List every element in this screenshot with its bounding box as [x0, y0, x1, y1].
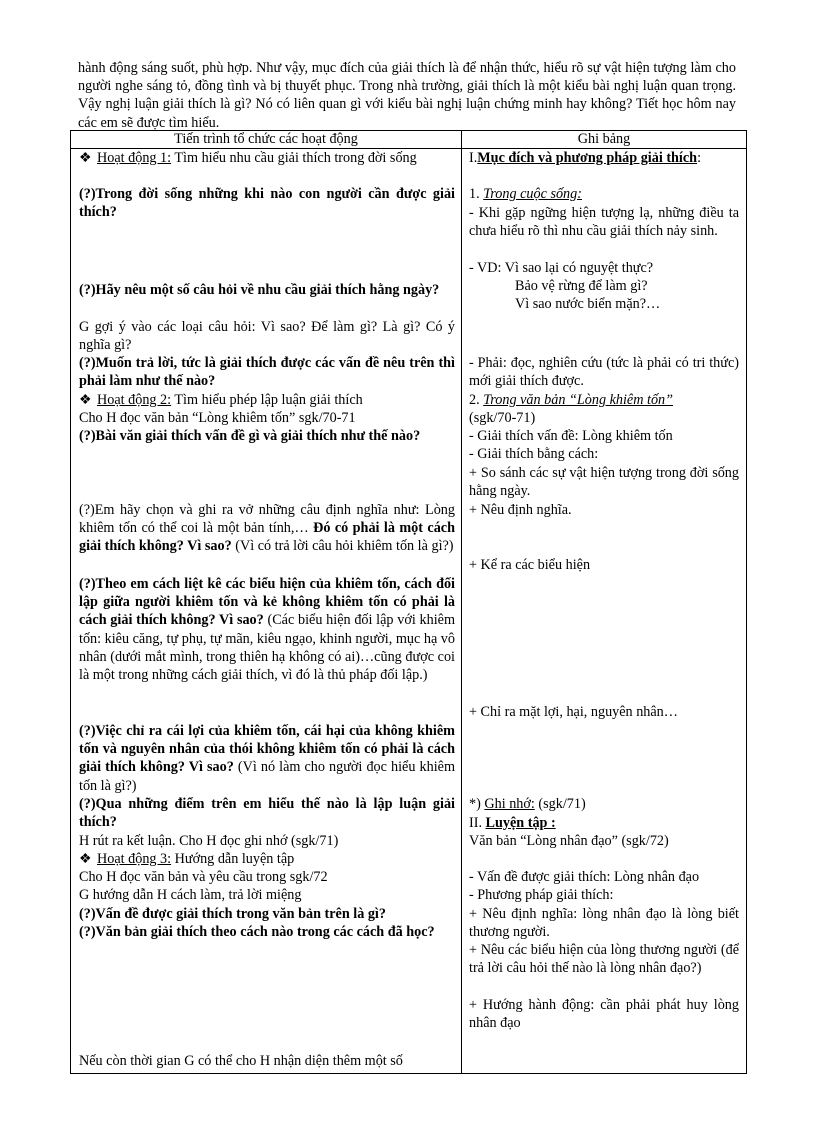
memo-note: *) Ghi nhớ: (sgk/71): [469, 796, 586, 812]
activity-3-guidance: G hướng dẫn H cách làm, trả lời miệng: [79, 887, 302, 903]
question-4: (?)Bài văn giải thích vấn đề gì và giải thích như thế nào?: [79, 428, 421, 444]
diamond-bullet-icon: ❖: [79, 150, 92, 166]
note-r5: - Phải: đọc, nghiên cứu (tức là phải có tri thức) mới giải thích được.: [469, 355, 739, 390]
question-1: (?)Trong đời sống những khi nào con người cần được giải thích?: [79, 186, 455, 221]
col-header-activities: Tiến trình tổ chức các hoạt động: [71, 131, 462, 149]
section-2-heading: II. Luyện tập :: [469, 815, 556, 831]
board-notes-column: [462, 149, 746, 1073]
diamond-bullet-icon: ❖: [79, 392, 92, 408]
note-r6: - Giải thích vấn đề: Lòng khiêm tốn: [469, 428, 673, 444]
note-r18: + Hướng hành động: cần phải phát huy lòng nhân đạo: [469, 997, 739, 1032]
activity-3: ❖ Hoạt động 3: Hướng dẫn luyện tập: [79, 851, 295, 867]
subsection-1-2: 2. Trong văn bản “Lòng khiêm tốn”: [469, 392, 674, 408]
note-r2: - VD: Vì sao lại có nguyệt thực?: [469, 260, 654, 276]
note-r13: Văn bản “Lòng nhân đạo” (sgk/72): [469, 833, 669, 849]
col-header-board-notes: Ghi bảng: [462, 131, 747, 149]
closing-note: Nếu còn thời gian G có thể cho H nhận diện thêm một số: [79, 1053, 403, 1069]
lesson-table: [70, 130, 747, 1074]
note-r14: - Vấn đề được giải thích: Lòng nhân đạo: [469, 869, 700, 885]
question-10: (?)Văn bản giải thích theo cách nào trong các cách đã học?: [79, 924, 435, 940]
note-r4: Vì sao nước biển mặn?…: [515, 296, 661, 312]
activity-1: ❖ Hoạt động 1: Tìm hiểu nhu cầu giải thích trong đời sống: [79, 150, 417, 166]
question-2: (?)Hãy nêu một số câu hỏi về nhu cầu giải thích hằng ngày?: [79, 282, 440, 298]
question-9: (?)Vấn đề được giải thích trong văn bản trên là gì?: [79, 906, 386, 922]
activity-3-reading: Cho H đọc văn bản và yêu cầu trong sgk/72: [79, 869, 328, 885]
activity-2: ❖ Hoạt động 2: Tìm hiểu phép lập luận giải thích: [79, 392, 363, 408]
question-8: (?)Qua những điểm trên em hiểu thế nào là lập luận giải thích?: [79, 796, 455, 831]
note-r9: + Nêu định nghĩa.: [469, 502, 572, 518]
diamond-bullet-icon: ❖: [79, 851, 92, 867]
section-1-heading: I.Mục đích và phương pháp giải thích:: [469, 150, 702, 166]
note-r1: - Khi gặp ngững hiện tượng lạ, những điều ta chưa hiểu rõ thì nhu cầu giải thích nảy sinh.: [469, 205, 739, 240]
activities-column: [71, 149, 461, 1073]
question-5: (?)Em hãy chọn và ghi ra vở những câu định nghĩa như: Lòng khiêm tốn có thể coi là một bản tính,… Đó có phải là một cách giải thích không? Vì sao? (Vì có trả lời câu hỏi khiêm tốn là gì?): [79, 502, 455, 555]
question-8-conclusion: H rút ra kết luận. Cho H đọc ghi nhớ (sgk/71): [79, 833, 339, 849]
question-6: (?)Theo em cách liệt kê các biểu hiện của khiêm tốn, cách đối lập giữa người khiêm tốn và kẻ không khiêm tốn có phải là cách giải thích không? Vì sao? (Các biểu hiện đối lập với khiêm tốn: kiêu căng, tự phụ, tự mãn, kiêu ngạo, khinh người, mục hạ vô nhân (dưới mắt mình, trong thiên hạ không có ai)…cũng được coi là một trong những cách giải thích, vì đó là thủ pháp đối lập.): [79, 576, 455, 684]
note-r17: + Nêu các biểu hiện của lòng thương người (để trả lời câu hỏi thế nào là lòng nhân đạo?): [469, 942, 739, 977]
note-r15: - Phương pháp giải thích:: [469, 887, 614, 903]
note-r10: + Kể ra các biểu hiện: [469, 557, 591, 573]
intro-paragraph: hành động sáng suốt, phù hợp. Như vậy, mục đích của giải thích là để nhận thức, hiểu rõ sự vật hiện tượng làm cho người nghe sáng tỏ, đồng tình và bị thuyết phục. Trong nhà trường, giải thích là một kiểu bài nghị luận quan trọng. Vậy nghị luận giải thích là gì? Nó có liên quan gì với kiểu bài nghị luận chứng minh hay không? Tiết học hôm nay các em sẽ được tìm hiểu.: [78, 60, 736, 131]
note-r8: + So sánh các sự vật hiện tượng trong đời sống hằng ngày.: [469, 465, 739, 500]
subsection-1-2-ref: (sgk/70-71): [469, 410, 536, 426]
activity-2-reading: Cho H đọc văn bản “Lòng khiêm tốn” sgk/70-71: [79, 410, 356, 426]
note-r7: - Giải thích bằng cách:: [469, 446, 599, 462]
question-7: (?)Việc chỉ ra cái lợi của khiêm tốn, cái hại của không khiêm tốn và nguyên nhân của thói không khiêm tốn có phải là cách giải thích không? Vì sao? (Vì nó làm cho người đọc hiểu khiêm tốn là gì?): [79, 723, 455, 794]
teacher-hint-2: G gợi ý vào các loại câu hỏi: Vì sao? Để làm gì? Là gì? Có ý nghĩa gì?: [79, 319, 455, 354]
note-r3: Bảo vệ rừng để làm gì?: [515, 278, 648, 294]
subsection-1-1: 1. Trong cuộc sống:: [469, 186, 582, 202]
question-3: (?)Muốn trả lời, tức là giải thích được các vấn đề nêu trên thì phải làm như thế nào?: [79, 355, 455, 390]
note-r11: + Chỉ ra mặt lợi, hại, nguyên nhân…: [469, 704, 678, 720]
note-r16: + Nêu định nghĩa: lòng nhân đạo là lòng biết thương người.: [469, 906, 739, 941]
